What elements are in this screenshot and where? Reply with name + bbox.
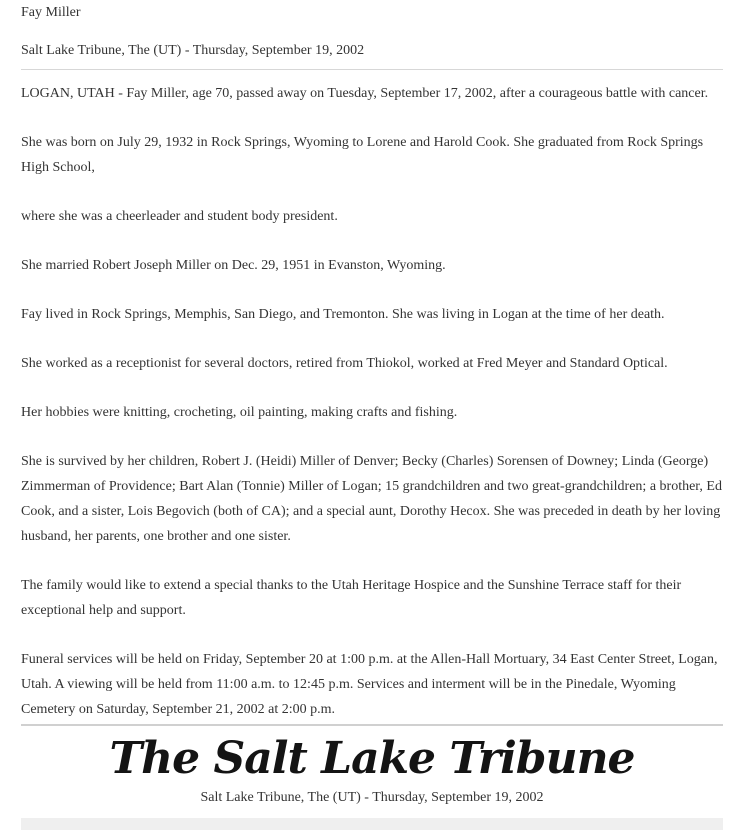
top-divider xyxy=(21,69,723,70)
publication-source: Salt Lake Tribune, The (UT) - Thursday, September 19, 2002 xyxy=(21,43,365,58)
bottom-divider xyxy=(21,724,723,726)
paragraph: She worked as a receptionist for several doctors, retired from Thiokol, worked at Fred Meyer and Standard Optical. xyxy=(21,356,668,371)
paragraph: She married Robert Joseph Miller on Dec. 29, 1951 in Evanston, Wyoming. xyxy=(21,258,446,273)
footer-bar xyxy=(21,818,723,830)
obituary-body xyxy=(21,81,723,746)
paragraph: where she was a cheerleader and student body president. xyxy=(21,209,338,224)
logo-caption-source: Salt Lake Tribune, The (UT) - Thursday, September 19, 2002 xyxy=(200,790,544,805)
paragraph: She is survived by her children, Robert J. (Heidi) Miller of Denver; Becky (Charles) Sorensen of Downey; Linda (George) Zimmerman of Providence; Bart Alan (Tonnie) Miller of Logan; 15 grandchildren and two great-grandchildren; a brother, Ed Cook, and a sister, Lois Begovich (both of CA); and a special aunt, Dorothy Hecox. She was preceded in death by her loving husband, her parents, one brother and one sister. xyxy=(21,454,722,544)
paragraph: The family would like to extend a special thanks to the Utah Heritage Hospice and the Sunshine Terrace staff for their exceptional help and support. xyxy=(21,578,682,618)
paragraph: LOGAN, UTAH - Fay Miller, age 70, passed away on Tuesday, September 17, 2002, after a courageous battle with cancer. xyxy=(21,86,709,101)
obituary-name: Fay Miller xyxy=(21,5,81,20)
paragraph: Her hobbies were knitting, crocheting, oil painting, making crafts and fishing. xyxy=(21,405,458,420)
paragraph: Funeral services will be held on Friday, September 20 at 1:00 p.m. at the Allen-Hall Mortuary, 34 East Center Street, Logan, Utah. A viewing will be held from 11:00 a.m. to 12:45 p.m. Services and interment will be in the Pinedale, Wyoming Cemetery on Saturday, September 21, 2002 at 2:00 p.m. xyxy=(21,652,718,717)
paragraph: Fay lived in Rock Springs, Memphis, San Diego, and Tremonton. She was living in Logan at the time of her death. xyxy=(21,307,665,322)
paragraph: She was born on July 29, 1932 in Rock Springs, Wyoming to Lorene and Harold Cook. She graduated from Rock Springs High School, xyxy=(21,135,704,175)
newspaper-logo: The Salt Lake Tribune xyxy=(109,733,635,784)
